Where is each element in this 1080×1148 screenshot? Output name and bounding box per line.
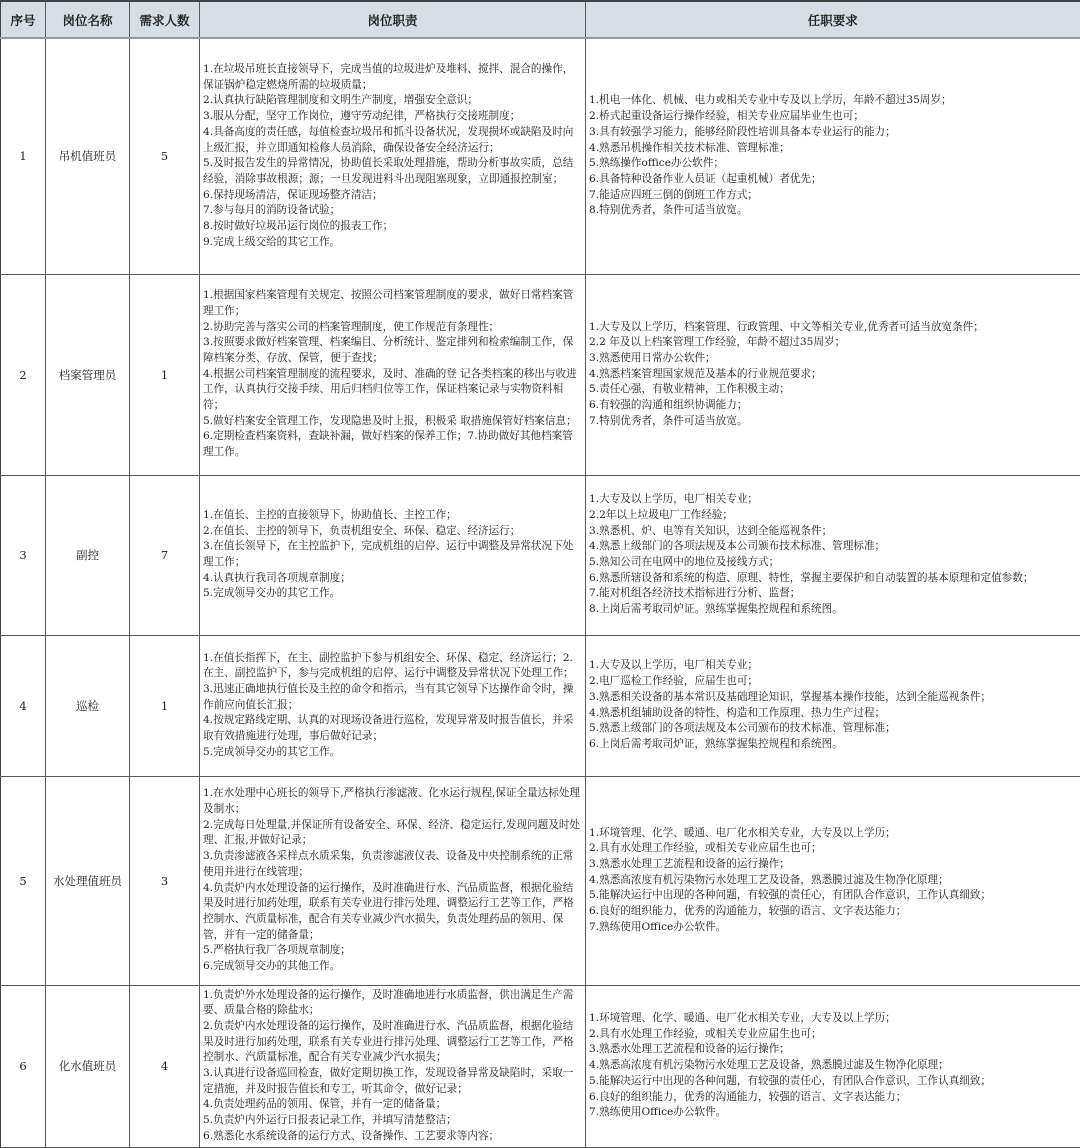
position-name: 水处理值班员 <box>46 776 130 985</box>
table-row <box>1 38 1080 274</box>
duty-item: 6.定期检查档案资料，查缺补漏，做好档案的保养工作；7.协助做好其他档案管理工作。 <box>203 429 582 460</box>
duty-item: 1.负责炉外水处理设备的运行操作，及时准确地进行水质监督，供出满足生产需要、质量合格的除盐水； <box>203 988 582 1019</box>
requirement-item: 4.熟悉吊机操作相关技术标准、管理标准； <box>589 141 1077 157</box>
position-name: 副控 <box>46 475 130 635</box>
duty-item: 6.保持现场清洁，保证现场整齐清洁； <box>203 188 582 204</box>
requirement-item: 4.熟悉高浓度有机污染物污水处理工艺及设备，熟悉膜过滤及生物净化原理； <box>589 873 1077 889</box>
table-row <box>1 985 1080 1147</box>
headcount: 3 <box>130 776 200 985</box>
requirement-item: 3.熟悉相关设备的基本常识及基础理论知识，掌握基本操作技能，达到全能巡视条件； <box>589 690 1077 706</box>
requirement-item: 4.熟悉机组辅助设备的特性、构造和工作原理、热力生产过程； <box>589 706 1077 722</box>
requirement-item: 2.2 年及以上档案管理工作经验，年龄不超过35周岁； <box>589 335 1077 351</box>
row-index: 6 <box>1 985 46 1147</box>
duty-item: 2.认真执行缺陷管理制度和文明生产制度，增强安全意识； <box>203 93 582 109</box>
duty-item: 4.按规定路线定期、认真的对现场设备进行巡检，发现异常及时报告值长，并采取有效措施进行处理，事后做好记录； <box>203 713 582 744</box>
requirement-item: 4.熟悉上级部门的各项法规及本公司颁布技术标准、管理标准； <box>589 539 1077 555</box>
requirement-item: 2.2年以上垃圾电厂工作经验； <box>589 508 1077 524</box>
row-index: 4 <box>1 635 46 776</box>
table-header-row <box>1 1 1080 38</box>
requirement-item: 1.机电一体化、机械、电力或相关专业中专及以上学历，年龄不超过35周岁； <box>589 93 1077 109</box>
duty-item: 3.负责渗滤液各采样点水质采集，负责渗滤液仪表、设备及中央控制系统的正常使用并进行在线管理； <box>203 849 582 880</box>
headcount: 4 <box>130 985 200 1147</box>
table-row <box>1 776 1080 985</box>
requirements-cell <box>586 475 1080 635</box>
duty-item: 4.认真执行我司各项规章制度； <box>203 571 582 587</box>
requirements-cell <box>586 38 1080 274</box>
duty-item: 3.按照要求做好档案管理、档案编目、分析统计、鉴定排列和检索编制工作，保障档案分类、存放、保管，便于查找； <box>203 335 582 366</box>
requirement-item: 6.上岗后需考取司炉证，熟练掌握集控规程和系统图。 <box>589 737 1077 753</box>
duty-item: 1.在垃圾吊班长直接领导下，完成当值的垃圾进炉及堆料、搅拌、混合的操作，保证锅炉稳定燃烧所需的垃圾质量； <box>203 62 582 93</box>
position-name: 化水值班员 <box>46 985 130 1147</box>
requirement-item: 7.能适应四班三倒的倒班工作方式； <box>589 188 1077 204</box>
requirement-item: 6.良好的组织能力，优秀的沟通能力，较强的语言、文字表达能力； <box>589 904 1077 920</box>
table-row <box>1 475 1080 635</box>
requirement-item: 4.熟悉档案管理国家规范及基本的行业规范要求； <box>589 367 1077 383</box>
requirement-item: 1.大专及以上学历，档案管理、行政管理、中文等相关专业,优秀者可适当放宽条件； <box>589 320 1077 336</box>
duty-item: 8.按时做好垃圾吊运行岗位的报表工作； <box>203 219 582 235</box>
requirement-item: 3.熟悉机、炉、电等有关知识，达到全能巡视条件； <box>589 524 1077 540</box>
requirement-item: 1.环境管理、化学、暖通、电厂化水相关专业，大专及以上学历； <box>589 826 1077 842</box>
row-index: 1 <box>1 38 46 274</box>
duty-item: 3.在值长领导下，在主控监护下，完成机组的启停、运行中调整及异常状况下处理工作； <box>203 539 582 570</box>
requirement-item: 3.熟悉水处理工艺流程和设备的运行操作； <box>589 857 1077 873</box>
duty-item: 4.根据公司档案管理制度的流程要求，及时、准确的登 记各类档案的移出与收进工作，认真执行交接手续、用后归档归位等工作，保证档案记录与实物资料相符； <box>203 367 582 414</box>
requirement-item: 8.特别优秀者，条件可适当放宽。 <box>589 203 1077 219</box>
table-row <box>1 635 1080 776</box>
duty-item: 6.完成领导交办的其他工作。 <box>203 959 582 975</box>
headcount: 7 <box>130 475 200 635</box>
duties-cell <box>200 274 586 475</box>
position-name: 吊机值班员 <box>46 38 130 274</box>
row-index: 5 <box>1 776 46 985</box>
requirement-item: 7.能对机组各经济技术指标进行分析、监督； <box>589 586 1077 602</box>
requirement-item: 1.大专及以上学历，电厂相关专业； <box>589 658 1077 674</box>
duty-item: 3.服从分配，坚守工作岗位，遵守劳动纪律，严格执行交接班制度； <box>203 109 582 125</box>
duty-item: 4.具备高度的责任感，每值检查垃圾吊和抓斗设备状况，发现损坏或缺陷及时向上级汇报，并立即通知检修人员消除，确保设备安全经济运行； <box>203 125 582 156</box>
requirement-item: 7.特别优秀者，条件可适当放宽。 <box>589 414 1077 430</box>
requirement-item: 6.有较强的沟通和组织协调能力； <box>589 398 1077 414</box>
headcount: 5 <box>130 38 200 274</box>
header-duties: 岗位职责 <box>200 1 586 38</box>
requirement-item: 6.良好的组织能力，优秀的沟通能力，较强的语言、文字表达能力； <box>589 1090 1077 1106</box>
duty-item: 2.负责炉内水处理设备的运行操作，及时准确进行水、汽品质监督，根据化验结果及时进行加药处理，联系有关专业进行排污处理、调整运行工艺等工作，严格控制水、汽质量标准，配合有关专业减少汽水损失； <box>203 1019 582 1066</box>
requirements-cell <box>586 985 1080 1147</box>
requirement-item: 5.责任心强，有敬业精神，工作积极主动； <box>589 382 1077 398</box>
requirements-cell <box>586 776 1080 985</box>
headcount: 1 <box>130 274 200 475</box>
duty-item: 2.协助完善与落实公司的档案管理制度，使工作规范有条理性； <box>203 320 582 336</box>
header-requirements: 任职要求 <box>586 1 1080 38</box>
duty-item: 1.在水处理中心班长的领导下,严格执行渗滤液、化水运行规程,保证全量达标处理及制水； <box>203 786 582 817</box>
table-row <box>1 274 1080 475</box>
duty-item: 5.负责炉内外运行日报表记录工作，并填写清楚整洁； <box>203 1113 582 1129</box>
requirement-item: 3.具有较强学习能力，能够经阶段性培训具备本专业运行的能力； <box>589 125 1077 141</box>
headcount: 1 <box>130 635 200 776</box>
duty-item: 4.负责炉内水处理设备的运行操作，及时准确进行水、汽品质监督，根据化验结果及时进行加药处理，联系有关专业进行排污处理、调整运行工艺等工作，严格控制水、汽质量标准，配合有关专业减少汽水损失，负责处理药品的领用、保管，并有一定的储备量； <box>203 881 582 944</box>
duty-item: 1.在值长指挥下，在主、副控监护下参与机组安全、环保、稳定、经济运行；2.在主、副控监护下，参与完成机组的启停、运行中调整及异常状况下处理工作； <box>203 651 582 682</box>
row-index: 2 <box>1 274 46 475</box>
duty-item: 1.根据国家档案管理有关规定、按照公司档案管理制度的要求，做好日常档案管理工作； <box>203 288 582 319</box>
requirement-item: 6.具备特种设备作业人员证（起重机械）者优先； <box>589 172 1077 188</box>
requirement-item: 8.上岗后需考取司炉证。熟练掌握集控规程和系统图。 <box>589 602 1077 618</box>
requirement-item: 3.熟悉水处理工艺流程和设备的运行操作； <box>589 1042 1077 1058</box>
requirement-item: 2.桥式起重设备运行操作经验，相关专业应届毕业生也可； <box>589 109 1077 125</box>
requirement-item: 2.具有水处理工作经验，或相关专业应届生也可； <box>589 1027 1077 1043</box>
position-name: 巡检 <box>46 635 130 776</box>
duties-cell <box>200 38 586 274</box>
requirement-item: 1.大专及以上学历，电厂相关专业； <box>589 492 1077 508</box>
requirement-item: 7.熟练使用Office办公软件。 <box>589 920 1077 936</box>
requirement-item: 2.电厂巡检工作经验，应届生也可； <box>589 674 1077 690</box>
duties-cell <box>200 985 586 1147</box>
duty-item: 1.在值长、主控的直接领导下，协助值长、主控工作； <box>203 508 582 524</box>
requirement-item: 5.熟知公司在电网中的地位及接线方式； <box>589 555 1077 571</box>
row-index: 3 <box>1 475 46 635</box>
requirement-item: 3.熟悉使用日常办公软件； <box>589 351 1077 367</box>
requirement-item: 4.熟悉高浓度有机污染物污水处理工艺及设备，熟悉膜过滤及生物净化原理； <box>589 1058 1077 1074</box>
duty-item: 3.迅速正确地执行值长及主控的命令和指示，当有其它领导下达操作命令时，操作前应向值长汇报； <box>203 682 582 713</box>
duty-item: 5.做好档案安全管理工作，发现隐患及时上报，积极采 取措施保管好档案信息； <box>203 414 582 430</box>
requirement-item: 5.熟练操作office办公软件； <box>589 156 1077 172</box>
requirement-item: 5.能解决运行中出现的各种问题，有较强的责任心，有团队合作意识，工作认真细致； <box>589 1074 1077 1090</box>
requirements-cell <box>586 635 1080 776</box>
header-position-name: 岗位名称 <box>46 1 130 38</box>
duties-cell <box>200 475 586 635</box>
duty-item: 5.完成领导交办的其它工作。 <box>203 745 582 761</box>
duty-item: 9.完成上级交给的其它工作。 <box>203 235 582 251</box>
duty-item: 5.及时报告发生的异常情况，协助值长采取处理措施，帮助分析事故实质，总结经验，消除事故根源；源；一旦发现进料斗出现阻塞现象，立即通报控制室； <box>203 156 582 187</box>
requirements-cell <box>586 274 1080 475</box>
position-name: 档案管理员 <box>46 274 130 475</box>
duty-item: 6.熟悉化水系统设备的运行方式、设备操作、工艺要求等内容； <box>203 1129 582 1145</box>
duty-item: 2.完成每日处理量,并保证所有设备安全、环保、经济、稳定运行,发现问题及时处理、汇报,并做好记录； <box>203 818 582 849</box>
requirement-item: 5.熟悉上级部门的各项法规及本公司颁布的技术标准、管理标准； <box>589 721 1077 737</box>
header-headcount: 需求人数 <box>130 1 200 38</box>
duty-item: 5.完成领导交办的其它工作。 <box>203 586 582 602</box>
duty-item: 4.负责处理药品的领用、保管，并有一定的储备量； <box>203 1097 582 1113</box>
duties-cell <box>200 635 586 776</box>
requirement-item: 6.熟悉所辖设备和系统的构造、原理、特性，掌握主要保护和自动装置的基本原理和定值参数； <box>589 571 1077 587</box>
requirement-item: 1.环境管理、化学、暖通、电厂化水相关专业，大专及以上学历； <box>589 1011 1077 1027</box>
requirement-item: 7.熟练使用Office办公软件。 <box>589 1105 1077 1121</box>
requirement-item: 5.能解决运行中出现的各种问题，有较强的责任心，有团队合作意识，工作认真细致； <box>589 888 1077 904</box>
duties-cell <box>200 776 586 985</box>
duty-item: 7.参与每月的消防设备试验； <box>203 203 582 219</box>
duty-item: 5.严格执行我厂各项规章制度； <box>203 943 582 959</box>
duty-item: 2.在值长、主控的领导下，负责机组安全、环保、稳定、经济运行； <box>203 524 582 540</box>
header-index: 序号 <box>1 1 46 38</box>
requirement-item: 2.具有水处理工作经验，或相关专业应届生也可； <box>589 841 1077 857</box>
duty-item: 3.认真进行设备巡回检查，做好定期切换工作，发现设备异常及缺陷时，采取一定措施，并及时报告值长和专工，听其命令，做好记录； <box>203 1066 582 1097</box>
